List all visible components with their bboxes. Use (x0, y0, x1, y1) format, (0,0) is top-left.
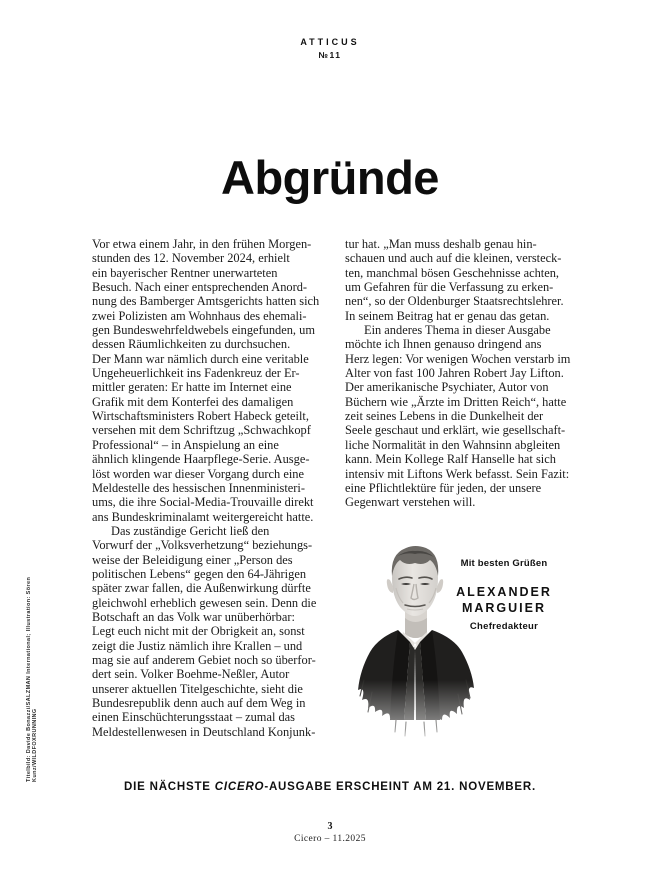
body-text-line: Legt euch nicht mit der Obrigkeit an, sonst (92, 624, 305, 639)
signature-block (438, 558, 570, 632)
body-text-line: Ungeheuerlichkeit ins Fadenkreuz der Er- (92, 366, 300, 381)
body-text-line: später zwar fallen, die Außenwirkung dürfte (92, 581, 311, 596)
body-text-line: dessen Räumlichkeiten zu durchsuchen. (92, 337, 291, 352)
body-text-line: möchte ich Ihnen genauso dringend ans (345, 337, 542, 352)
body-text-line: tur hat. „Man muss deshalb genau hin- (345, 237, 537, 251)
next-issue-suffix: -AUSGABE ERSCHEINT AM 21. NOVEMBER. (264, 781, 536, 793)
signature-name-last: MARGUIER (461, 601, 547, 615)
page-title: Abgründe (221, 151, 439, 204)
body-text-line: Grafik mit dem Konterfei des damaligen (92, 394, 294, 409)
body-text-line: versehen mit dem Schriftzug „Schwachkopf (92, 423, 311, 438)
body-text-line: Meldestelle des hessischen Innenministeri- (92, 480, 305, 495)
body-text-line: ums, die ihre Social-Media-Trouvaille direkt (92, 495, 314, 510)
body-text-line: Wirtschaftsministers Robert Habeck geteilt, (92, 409, 309, 424)
page-number: 3 (327, 821, 333, 832)
body-text-line: gen Bundeswehrfeldwebels eingefunden, um (92, 323, 315, 338)
section-kicker: ATTICUS (300, 37, 360, 47)
body-text-line: einen Einschüchterungsstaat – zumal das (92, 710, 296, 725)
body-text-line: Das zuständige Gericht ließ den (111, 523, 270, 538)
body-text-line: mittler geraten: Er hatte im Internet eine (92, 380, 292, 395)
body-text-line: weise der Beleidigung einer „Person des (92, 552, 293, 567)
body-text-line: um Gefahren für die Verfassung zu erken- (345, 280, 554, 295)
body-text-line: Professional“ – in Anspielung an eine (92, 437, 279, 452)
body-text-line: zwei Polizisten am Wohnhaus des ehemali- (92, 308, 307, 323)
article-body (92, 237, 598, 739)
body-text-line: Besuch. Nach einer entsprechenden Anord- (92, 280, 308, 295)
body-text-line: Alter von fast 100 Jahren Robert Jay Lifton. (345, 366, 564, 381)
next-issue-magazine-name: CICERO (214, 781, 265, 793)
body-text-line: mag sie auf anderem Gebiet noch so überfor- (92, 652, 316, 667)
signature-name-first: ALEXANDER (456, 585, 552, 599)
body-text-line: Ein anderes Thema in dieser Ausgabe (364, 323, 551, 338)
body-text-line: ein bayerischer Rentner unerwarteten (92, 265, 278, 280)
issue-footer-line: Cicero – 11.2025 (294, 834, 366, 844)
body-text-line: Der amerikanische Psychiater, Autor von (345, 380, 549, 395)
body-text-line: liche Normalität in den Wahnsinn abgleiten (345, 437, 561, 452)
body-text-line: Meldestellenwesen in Deutschland Konjunk- (92, 724, 316, 739)
body-text-line: Büchern wie „Ärzte im Dritten Reich“, hatte (345, 394, 567, 409)
body-text-line: Gegenwart verstehen will. (345, 495, 476, 510)
issue-number: №11 (318, 50, 342, 60)
article-column-left (92, 237, 333, 739)
body-text-line: politischen Lebens“ gegen den 64-Jährigen (92, 566, 307, 581)
body-text-line: Vorwurf der „Volksverhetzung“ beziehungs- (92, 538, 313, 553)
body-text-line: intensiv mit Liftons Werk befasst. Sein Fazit: (345, 466, 570, 481)
body-text-line: ans Bundeskriminalamt weitergereicht hatte. (92, 509, 314, 524)
next-issue-banner (0, 781, 660, 793)
body-text-line: In seinem Beitrag hat er genau das getan. (345, 308, 550, 323)
body-text-line: schauen und auch auf die kleinen, versteck- (345, 251, 562, 266)
body-text-line: Vor etwa einem Jahr, in den frühen Morgen- (92, 237, 312, 251)
body-text-line: zeit seines Lebens in die Dunkelheit der (345, 409, 544, 424)
next-issue-prefix: DIE NÄCHSTE (124, 781, 215, 793)
body-text-line: kann. Mein Kollege Ralf Hanselle hat sich (345, 452, 556, 467)
body-text-line: Seele geschaut und erklärt, wie gesellschaft- (345, 423, 566, 438)
image-credits-vertical: Titelbild: Davide Bonazzi/SALZMAN International; Illustration: Sören Kunz/WILDFOXRUNNING (26, 576, 38, 782)
body-text-line: Bundesrepublik denn auch auf dem Weg in (92, 696, 306, 710)
signature-role: Chefredakteur (469, 621, 539, 632)
body-text-line: Herz legen: Vor wenigen Wochen verstarb im (345, 351, 571, 366)
body-text-line: ähnlich klingende Haarpflege-Serie. Ausge- (92, 452, 310, 467)
signature-greeting: Mit besten Grüßen (460, 558, 548, 569)
body-text-line: unserer aktuellen Titelgeschichte, sieht die (92, 681, 303, 696)
body-text-line: gleichwohl erheblich gewesen sein. Denn die (92, 595, 317, 610)
body-text-line: eine Pflichtlektüre für jeden, der unsere (345, 480, 542, 495)
body-text-line: stunden des 12. November 2024, erhielt (92, 251, 290, 266)
body-text-line: ten, manchmal bösen Geschehnisse achten, (345, 265, 560, 280)
body-text-line: nen“, so der Oldenburger Staatsrechtslehrer. (345, 294, 564, 309)
body-text-line: Botschaft an das Volk war unüberhörbar: (92, 609, 295, 624)
body-text-line: nung des Bamberger Amtsgerichts hatten sich (92, 294, 320, 309)
body-text-line: löst worden war dieser Vorgang durch eine (92, 466, 304, 481)
body-text-line: dert sein. Volker Boehme-Neßler, Autor (92, 667, 290, 682)
body-text-line: zeigt die Justiz nämlich ihre Krallen – und (92, 638, 303, 653)
body-text-line: Der Mann war nämlich durch eine veritable (92, 351, 309, 366)
